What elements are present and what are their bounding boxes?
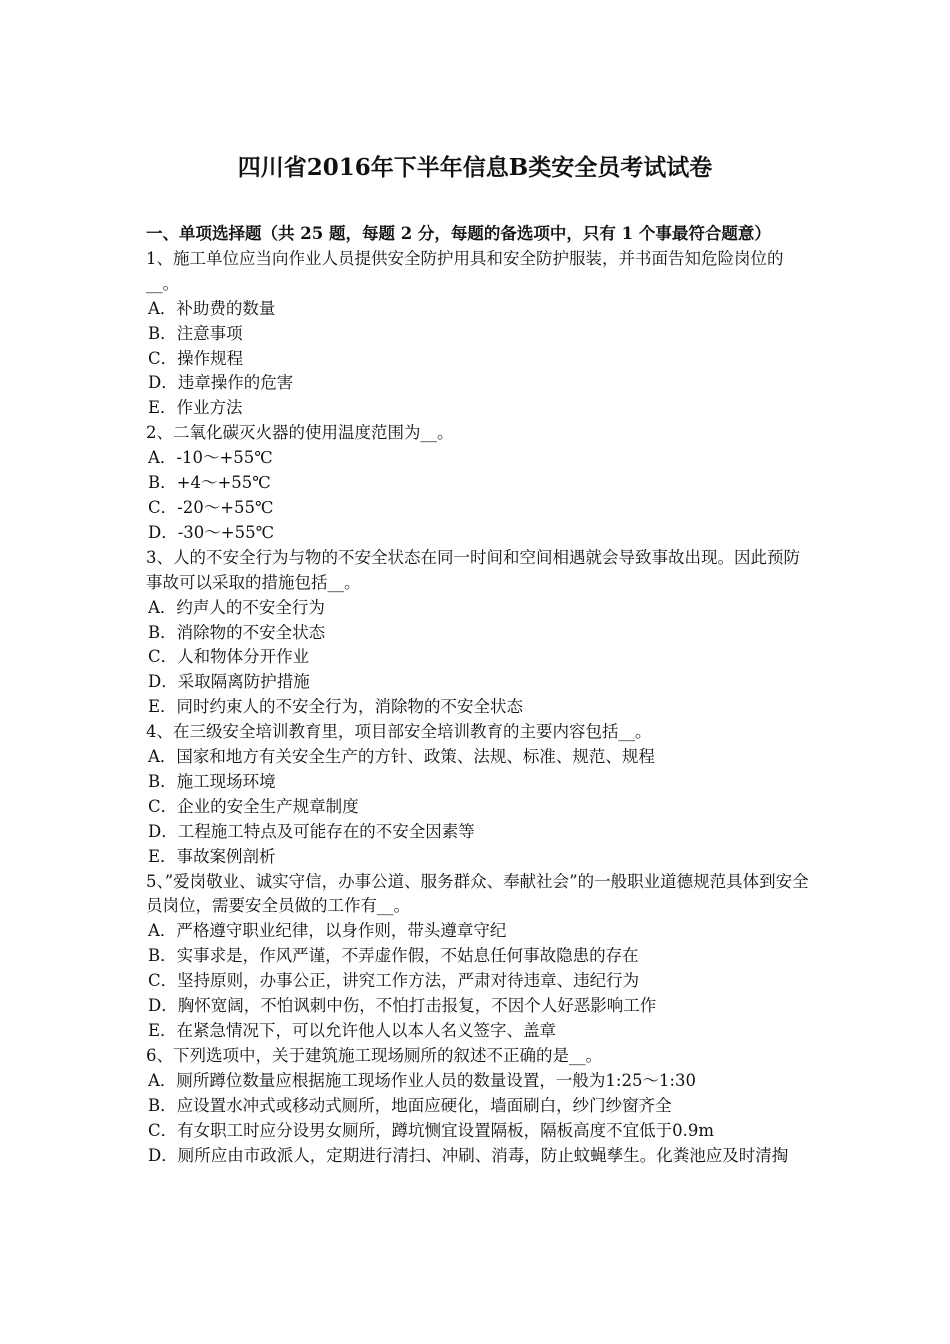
option-c: C．-20～+55℃: [148, 497, 274, 517]
question-3: [146, 546, 816, 720]
option-b: B．应设置水冲式或移动式厕所，地面应硬化，墙面刷白，纱门纱窗齐全: [148, 1095, 672, 1115]
option-a: A．严格遵守职业纪律，以身作则，带头遵章守纪: [148, 921, 507, 941]
question-stem: 3、人的不安全行为与物的不安全状态在同一时间和空间相遇就会导致事故出现。因此预防事故可以采取的措施包括__。: [146, 547, 800, 592]
option-b: B．施工现场环境: [148, 771, 276, 791]
option-c: C．操作规程: [148, 348, 244, 368]
option-d: D．厕所应由市政派人，定期进行清扫、冲刷、消毒，防止蚊蝇孳生。化粪池应及时清掏: [148, 1145, 789, 1165]
option-a: A．补助费的数量: [148, 298, 276, 318]
page-title: 四川省2016年下半年信息B类安全员考试试卷: [237, 154, 713, 181]
option-e: E．作业方法: [148, 398, 243, 418]
option-b: B．实事求是，作风严谨，不弄虚作假，不姑息任何事故隐患的存在: [148, 946, 639, 966]
option-d: D．-30～+55℃: [148, 522, 275, 542]
option-c: C．坚持原则，办事公正，讲究工作方法，严肃对待违章、违纪行为: [148, 971, 640, 991]
question-stem: 2、二氧化碳灭火器的使用温度范围为__。: [146, 423, 454, 443]
section-heading: 一、单项选择题（共 25 题，每题 2 分，每题的备选项中，只有 1 个事最符合题意）: [146, 224, 771, 243]
option-e: E．同时约束人的不安全行为，消除物的不安全状态: [148, 697, 524, 717]
option-a: A．-10～+55℃: [148, 448, 273, 468]
question-stem: 4、在三级安全培训教育里，项目部安全培训教育的主要内容包括__。: [146, 722, 652, 742]
question-stem: 1、施工单位应当向作业人员提供安全防护用具和安全防护服装，并书面告知危险岗位的__。: [146, 248, 784, 293]
option-b: B．+4～+55℃: [148, 473, 271, 493]
option-c: C．企业的安全生产规章制度: [148, 796, 359, 816]
option-a: A．约声人的不安全行为: [148, 597, 325, 617]
option-d: D．采取隔离防护措施: [148, 672, 310, 692]
option-d: D．违章操作的危害: [148, 373, 294, 393]
option-e: E．事故案例剖析: [148, 846, 276, 866]
question-5: [146, 870, 816, 1044]
option-c: C．人和物体分开作业: [148, 647, 310, 667]
option-e: E．在紧急情况下，可以允许他人以本人名义签字、盖章: [148, 1021, 557, 1040]
option-b: B．注意事项: [148, 323, 243, 343]
exam-content: [146, 222, 816, 1168]
question-4: [146, 720, 816, 869]
question-stem: 5、”爱岗敬业、诚实守信，办事公道、服务群众、奉献社会”的一般职业道德规范具体到安全员岗位，需要安全员做的工作有__。: [146, 871, 809, 916]
question-2: [146, 421, 816, 546]
option-a: A．厕所蹲位数量应根据施工现场作业人员的数量设置，一般为1:25～1:30: [148, 1070, 697, 1090]
option-a: A．国家和地方有关安全生产的方针、政策、法规、标准、规范、规程: [148, 747, 655, 767]
question-6: [146, 1044, 816, 1169]
question-1: [146, 247, 816, 421]
question-stem: 6、下列选项中，关于建筑施工现场厕所的叙述不正确的是__。: [146, 1045, 602, 1065]
option-c: C．有女职工时应分设男女厕所，蹲坑恻宜设置隔板，隔板高度不宜低于0.9m: [148, 1120, 715, 1140]
option-b: B．消除物的不安全状态: [148, 622, 326, 642]
option-d: D．工程施工特点及可能存在的不安全因素等: [148, 821, 475, 841]
option-d: D．胸怀宽阔，不怕讽刺中伤，不怕打击报复，不因个人好恶影响工作: [148, 996, 657, 1016]
